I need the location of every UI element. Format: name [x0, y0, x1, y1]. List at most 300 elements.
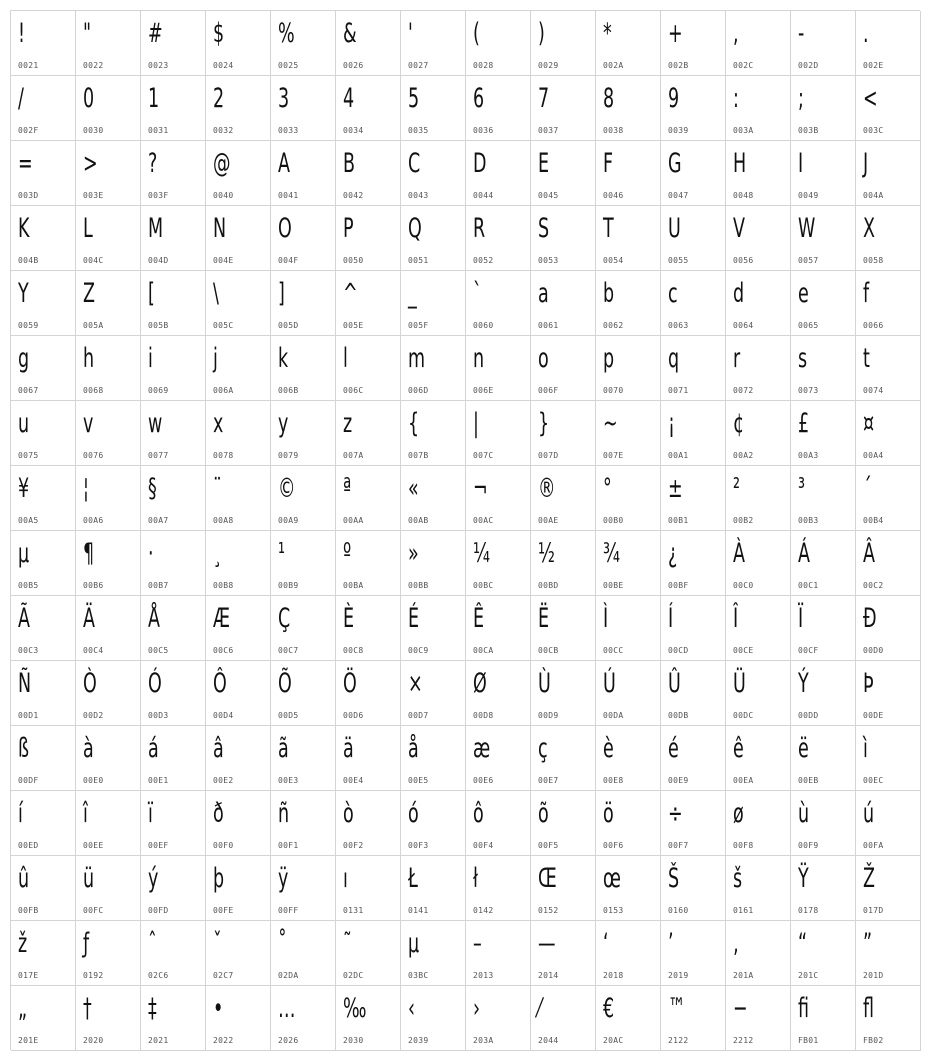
glyph-char: ô — [473, 798, 484, 829]
glyph-char: Z — [83, 278, 95, 309]
glyph-char: Q — [408, 213, 422, 244]
glyph-code: 00E6 — [473, 776, 494, 785]
glyph-cell — [76, 271, 141, 336]
glyph-cell — [141, 726, 206, 791]
glyph-code: 002F — [18, 126, 39, 135]
glyph-code: 00E3 — [278, 776, 299, 785]
glyph-code: 007C — [473, 451, 494, 460]
glyph-char: 2 — [213, 83, 225, 114]
glyph-code: 00D9 — [538, 711, 559, 720]
glyph-code: 006A — [213, 386, 234, 395]
glyph-code: 0152 — [538, 906, 559, 915]
glyph-cell — [661, 596, 726, 661]
glyph-cell — [466, 856, 531, 921]
glyph-code: 00DF — [18, 776, 39, 785]
glyph-cell — [11, 401, 76, 466]
glyph-cell — [336, 401, 401, 466]
glyph-code: 005A — [83, 321, 104, 330]
glyph-char: ö — [603, 798, 614, 829]
glyph-code: 0078 — [213, 451, 234, 460]
glyph-char: æ — [473, 733, 491, 764]
glyph-code: 00B4 — [863, 516, 884, 525]
glyph-code: 005C — [213, 321, 234, 330]
glyph-code: 00E7 — [538, 776, 559, 785]
glyph-cell — [336, 336, 401, 401]
glyph-cell — [141, 141, 206, 206]
glyph-cell — [271, 76, 336, 141]
glyph-char: Ÿ — [798, 863, 809, 894]
glyph-cell — [271, 856, 336, 921]
glyph-char: R — [473, 213, 486, 244]
glyph-cell — [11, 76, 76, 141]
glyph-char: c — [668, 278, 678, 309]
glyph-cell — [726, 141, 791, 206]
glyph-cell — [76, 791, 141, 856]
glyph-code: 00BF — [668, 581, 689, 590]
glyph-cell — [531, 726, 596, 791]
glyph-code: 007D — [538, 451, 559, 460]
glyph-code: 0043 — [408, 191, 429, 200]
glyph-cell — [271, 466, 336, 531]
glyph-char: F — [603, 148, 614, 179]
glyph-cell — [466, 401, 531, 466]
glyph-char: Ç — [278, 603, 291, 634]
glyph-cell — [661, 726, 726, 791]
glyph-cell — [141, 76, 206, 141]
glyph-cell — [466, 336, 531, 401]
glyph-code: 00FD — [148, 906, 169, 915]
glyph-char: ñ — [278, 798, 290, 829]
glyph-code: 0024 — [213, 61, 234, 70]
glyph-char: Ú — [603, 668, 616, 699]
glyph-char: I — [798, 148, 804, 179]
glyph-code: 006B — [278, 386, 299, 395]
glyph-cell — [661, 531, 726, 596]
glyph-cell — [596, 271, 661, 336]
glyph-char: | — [473, 408, 479, 439]
glyph-cell — [11, 206, 76, 271]
glyph-char: / — [18, 83, 24, 114]
glyph-char: É — [408, 603, 420, 634]
glyph-code: 003E — [83, 191, 104, 200]
glyph-cell — [531, 791, 596, 856]
glyph-cell — [76, 206, 141, 271]
glyph-char: j — [213, 343, 218, 374]
glyph-char: s — [798, 343, 808, 374]
glyph-code: 0153 — [603, 906, 624, 915]
glyph-code: 0192 — [83, 971, 104, 980]
glyph-char: í — [18, 798, 23, 829]
glyph-char: ˚ — [278, 928, 287, 959]
glyph-char: ÷ — [668, 798, 683, 829]
glyph-cell — [141, 596, 206, 661]
glyph-char: ® — [538, 473, 556, 504]
glyph-cell — [206, 661, 271, 726]
glyph-code: 0060 — [473, 321, 494, 330]
glyph-code: 0025 — [278, 61, 299, 70]
glyph-code: 00DE — [863, 711, 884, 720]
glyph-char: $ — [213, 18, 225, 49]
glyph-char: { — [408, 408, 420, 439]
glyph-code: 00AE — [538, 516, 559, 525]
glyph-code: 002B — [668, 61, 689, 70]
glyph-cell — [661, 986, 726, 1051]
glyph-code: 017E — [18, 971, 39, 980]
glyph-cell — [11, 531, 76, 596]
glyph-cell — [206, 11, 271, 76]
glyph-code: 005E — [343, 321, 364, 330]
glyph-cell — [596, 401, 661, 466]
glyph-code: 0057 — [798, 256, 819, 265]
glyph-code: 00DC — [733, 711, 754, 720]
glyph-char: ½ — [538, 538, 555, 569]
glyph-cell — [206, 401, 271, 466]
glyph-cell — [76, 11, 141, 76]
glyph-code: 0021 — [18, 61, 39, 70]
glyph-code: 004E — [213, 256, 234, 265]
glyph-cell — [596, 466, 661, 531]
glyph-cell — [856, 596, 921, 661]
glyph-char: E — [538, 148, 550, 179]
glyph-cell — [206, 466, 271, 531]
glyph-cell — [141, 11, 206, 76]
glyph-char: B — [343, 148, 356, 179]
glyph-cell — [661, 141, 726, 206]
glyph-code: 0071 — [668, 386, 689, 395]
glyph-cell — [271, 11, 336, 76]
glyph-code: 0047 — [668, 191, 689, 200]
glyph-char: K — [18, 213, 30, 244]
glyph-code: 004D — [148, 256, 169, 265]
glyph-cell — [661, 661, 726, 726]
glyph-code: 0048 — [733, 191, 754, 200]
glyph-char: ä — [343, 733, 354, 764]
glyph-code: 00CF — [798, 646, 819, 655]
glyph-char: } — [538, 408, 550, 439]
glyph-cell — [336, 726, 401, 791]
glyph-code: 0053 — [538, 256, 559, 265]
glyph-char: k — [278, 343, 289, 374]
glyph-code: 00A6 — [83, 516, 104, 525]
glyph-code: 00FE — [213, 906, 234, 915]
glyph-char: z — [343, 408, 353, 439]
glyph-code: 00B9 — [278, 581, 299, 590]
glyph-char: Ò — [83, 668, 97, 699]
glyph-code: 017D — [863, 906, 884, 915]
glyph-code: 02C6 — [148, 971, 169, 980]
glyph-code: 00D4 — [213, 711, 234, 720]
glyph-code: 003F — [148, 191, 169, 200]
glyph-cell — [531, 986, 596, 1051]
glyph-char: å — [408, 733, 419, 764]
glyph-code: 00EC — [863, 776, 884, 785]
glyph-cell — [596, 986, 661, 1051]
glyph-code: 0023 — [148, 61, 169, 70]
glyph-char: Á — [798, 538, 810, 569]
glyph-char: [ — [148, 278, 155, 309]
glyph-cell — [791, 986, 856, 1051]
glyph-cell — [401, 856, 466, 921]
glyph-char: £ — [798, 408, 810, 439]
glyph-cell — [336, 986, 401, 1051]
glyph-code: 00CD — [668, 646, 689, 655]
glyph-cell — [206, 141, 271, 206]
glyph-code: 0068 — [83, 386, 104, 395]
glyph-code: 0029 — [538, 61, 559, 70]
glyph-cell — [531, 11, 596, 76]
glyph-char: ° — [603, 473, 612, 504]
glyph-cell — [531, 921, 596, 986]
glyph-cell — [596, 76, 661, 141]
glyph-cell — [726, 596, 791, 661]
glyph-code: 003C — [863, 126, 884, 135]
glyph-char: % — [278, 18, 295, 49]
glyph-code: 0028 — [473, 61, 494, 70]
glyph-char: Ë — [538, 603, 550, 634]
glyph-code: 00BB — [408, 581, 429, 590]
glyph-cell — [856, 11, 921, 76]
glyph-code: 00A8 — [213, 516, 234, 525]
glyph-char: ” — [863, 928, 873, 959]
glyph-code: 00EA — [733, 776, 754, 785]
glyph-code: 201D — [863, 971, 884, 980]
glyph-char: Î — [733, 603, 739, 634]
glyph-code: 00C8 — [343, 646, 364, 655]
glyph-char: „ — [18, 993, 28, 1024]
glyph-code: 0037 — [538, 126, 559, 135]
glyph-cell — [661, 206, 726, 271]
glyph-code: 0042 — [343, 191, 364, 200]
glyph-cell — [596, 596, 661, 661]
glyph-code: 0032 — [213, 126, 234, 135]
glyph-cell — [401, 206, 466, 271]
glyph-code: 00D2 — [83, 711, 104, 720]
glyph-char: Ž — [863, 863, 875, 894]
glyph-cell — [76, 986, 141, 1051]
glyph-char: * — [603, 18, 612, 49]
glyph-code: 00E1 — [148, 776, 169, 785]
glyph-char: ã — [278, 733, 289, 764]
glyph-code: 0073 — [798, 386, 819, 395]
glyph-code: 0033 — [278, 126, 299, 135]
glyph-cell — [726, 986, 791, 1051]
glyph-char: ] — [278, 278, 285, 309]
glyph-cell — [791, 11, 856, 76]
glyph-char: . — [863, 18, 869, 49]
glyph-char: 0 — [83, 83, 95, 114]
glyph-cell — [76, 856, 141, 921]
glyph-code: 00B8 — [213, 581, 234, 590]
glyph-cell — [206, 596, 271, 661]
glyph-code: 00F5 — [538, 841, 559, 850]
glyph-char: ) — [538, 18, 545, 49]
glyph-code: 00ED — [18, 841, 39, 850]
glyph-code: 00B7 — [148, 581, 169, 590]
glyph-code: 00C3 — [18, 646, 39, 655]
glyph-cell — [856, 336, 921, 401]
glyph-char: ( — [473, 18, 480, 49]
glyph-cell — [11, 856, 76, 921]
glyph-code: 00B3 — [798, 516, 819, 525]
glyph-char: À — [733, 538, 745, 569]
glyph-cell — [336, 856, 401, 921]
glyph-char: b — [603, 278, 615, 309]
glyph-code: 00A4 — [863, 451, 884, 460]
glyph-char: ¨ — [213, 473, 222, 504]
glyph-cell — [596, 11, 661, 76]
glyph-code: 00A2 — [733, 451, 754, 460]
glyph-char: ¦ — [83, 473, 89, 504]
glyph-cell — [856, 661, 921, 726]
glyph-cell — [336, 466, 401, 531]
glyph-char: @ — [213, 148, 231, 179]
glyph-code: 20AC — [603, 1036, 624, 1045]
glyph-code: 0034 — [343, 126, 364, 135]
glyph-cell — [531, 531, 596, 596]
glyph-cell — [466, 726, 531, 791]
glyph-cell — [271, 531, 336, 596]
glyph-code: 02C7 — [213, 971, 234, 980]
glyph-char: Í — [668, 603, 674, 634]
glyph-char: • — [213, 993, 224, 1024]
glyph-cell — [76, 921, 141, 986]
glyph-cell — [271, 661, 336, 726]
glyph-code: 0062 — [603, 321, 624, 330]
glyph-cell — [531, 76, 596, 141]
glyph-cell — [661, 271, 726, 336]
glyph-code: 0077 — [148, 451, 169, 460]
glyph-cell — [726, 856, 791, 921]
glyph-cell — [206, 856, 271, 921]
glyph-char: š — [733, 863, 743, 894]
glyph-char: ² — [733, 473, 741, 504]
glyph-code: 00FF — [278, 906, 299, 915]
glyph-code: 004A — [863, 191, 884, 200]
glyph-cell — [76, 76, 141, 141]
glyph-char: & — [343, 18, 357, 49]
glyph-cell — [596, 206, 661, 271]
glyph-char: € — [603, 993, 615, 1024]
glyph-code: 0059 — [18, 321, 39, 330]
glyph-code: 02DC — [343, 971, 364, 980]
glyph-char: ß — [18, 733, 30, 764]
glyph-code: 00F7 — [668, 841, 689, 850]
glyph-code: 005B — [148, 321, 169, 330]
glyph-cell — [401, 661, 466, 726]
glyph-char: î — [83, 798, 88, 829]
glyph-code: 006F — [538, 386, 559, 395]
glyph-char: S — [538, 213, 550, 244]
glyph-cell — [271, 791, 336, 856]
glyph-char: ú — [863, 798, 875, 829]
glyph-cell — [401, 141, 466, 206]
glyph-char: Ñ — [18, 668, 32, 699]
glyph-char: Ó — [148, 668, 162, 699]
glyph-code: 0066 — [863, 321, 884, 330]
glyph-cell — [791, 791, 856, 856]
glyph-char: Ý — [798, 668, 809, 699]
glyph-char: o — [538, 343, 549, 374]
glyph-code: 006D — [408, 386, 429, 395]
glyph-char: h — [83, 343, 95, 374]
glyph-code: 2013 — [473, 971, 494, 980]
glyph-code: 201E — [18, 1036, 39, 1045]
glyph-char: ﬁ — [798, 993, 810, 1024]
glyph-code: 0142 — [473, 906, 494, 915]
glyph-code: FB01 — [798, 1036, 819, 1045]
glyph-cell — [531, 596, 596, 661]
glyph-cell — [401, 466, 466, 531]
glyph-char: ¥ — [18, 473, 30, 504]
glyph-code: 2044 — [538, 1036, 559, 1045]
glyph-code: 0064 — [733, 321, 754, 330]
glyph-code: 00E4 — [343, 776, 364, 785]
glyph-code: 03BC — [408, 971, 429, 980]
glyph-cell — [141, 661, 206, 726]
glyph-char: Ä — [83, 603, 95, 634]
glyph-code: 201C — [798, 971, 819, 980]
glyph-cell — [531, 206, 596, 271]
glyph-code: 0045 — [538, 191, 559, 200]
glyph-code: 2212 — [733, 1036, 754, 1045]
glyph-cell — [791, 921, 856, 986]
glyph-char: à — [83, 733, 94, 764]
glyph-char: ˆ — [148, 928, 157, 959]
glyph-code: 00CB — [538, 646, 559, 655]
glyph-cell — [271, 986, 336, 1051]
glyph-cell — [466, 271, 531, 336]
glyph-cell — [141, 531, 206, 596]
glyph-code: 00F8 — [733, 841, 754, 850]
glyph-char: H — [733, 148, 747, 179]
glyph-code: 00CC — [603, 646, 624, 655]
glyph-code: 002C — [733, 61, 754, 70]
glyph-cell — [401, 531, 466, 596]
glyph-code: 0065 — [798, 321, 819, 330]
glyph-cell — [726, 336, 791, 401]
glyph-cell — [466, 141, 531, 206]
glyph-code: 0027 — [408, 61, 429, 70]
glyph-cell — [401, 921, 466, 986]
glyph-cell — [336, 596, 401, 661]
glyph-code: FB02 — [863, 1036, 884, 1045]
glyph-code: 003A — [733, 126, 754, 135]
glyph-char: ¾ — [603, 538, 620, 569]
glyph-char: û — [18, 863, 30, 894]
glyph-code: 002E — [863, 61, 884, 70]
glyph-char: l — [343, 343, 348, 374]
glyph-cell — [336, 791, 401, 856]
glyph-code: 00C4 — [83, 646, 104, 655]
glyph-code: 2022 — [213, 1036, 234, 1045]
glyph-cell — [11, 596, 76, 661]
glyph-char: º — [343, 538, 352, 569]
glyph-code: 0160 — [668, 906, 689, 915]
glyph-cell — [466, 531, 531, 596]
glyph-char: ` — [473, 278, 482, 309]
glyph-code: 00EB — [798, 776, 819, 785]
glyph-char: X — [863, 213, 875, 244]
glyph-code: 00DA — [603, 711, 624, 720]
glyph-char: ^ — [343, 278, 358, 309]
glyph-cell — [596, 141, 661, 206]
glyph-grid — [10, 10, 920, 1050]
glyph-code: 0046 — [603, 191, 624, 200]
glyph-code: 00EE — [83, 841, 104, 850]
glyph-code: 0030 — [83, 126, 104, 135]
glyph-cell — [661, 11, 726, 76]
glyph-cell — [206, 791, 271, 856]
